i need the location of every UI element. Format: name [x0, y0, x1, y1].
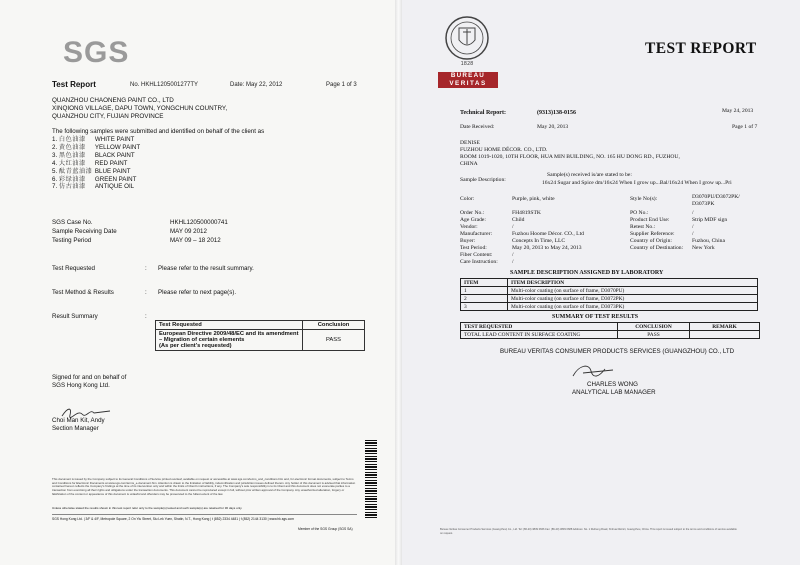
table-row — [461, 303, 758, 311]
case-no-label: SGS Case No. — [52, 219, 93, 226]
colon: : — [145, 265, 147, 272]
sample-received-value: MAY 09 2012 — [170, 228, 207, 235]
sample-description-table — [460, 278, 758, 311]
report-title: TEST REPORT — [645, 40, 757, 57]
table-row — [461, 295, 758, 303]
table-row — [461, 331, 760, 339]
test-requested-cell: European Directive 2009/48/EC and its amendment – Migration of certain elements (As per client's requested) — [156, 330, 303, 351]
order-no-label: Order No.: — [460, 210, 485, 216]
country-of-destination-label: Country of Destination: — [630, 245, 684, 251]
colon: : — [145, 289, 147, 296]
test-method-value: Please refer to next page(s). — [158, 289, 237, 296]
test-requested-cell: TOTAL LEAD CONTENT IN SURFACE COATING — [461, 331, 618, 339]
column-header: ITEM — [461, 279, 508, 287]
barcode-icon — [365, 440, 377, 520]
item-cell: 3 — [461, 303, 508, 311]
sgs-footer-address: SGS Hong Kong Ltd. | 3/F & 4/F, Metropole Square, 2 On Yiu Street, Siu Lek Yuen, Shatin, N.T., Hong Kong | t (852) 2334 4481 | f (852) 2144 3130 | www.hk.sgs.com — [52, 517, 294, 521]
country-of-destination-value: New York — [692, 245, 715, 251]
column-header: ITEM DESCRIPTION — [508, 279, 758, 287]
result-summary-table — [155, 320, 365, 351]
report-number: No. HKHL1205001277TY — [130, 82, 199, 88]
conclusion-cell: PASS — [618, 331, 690, 339]
bv-footer-fine-print: Bureau Veritas Consumer Products Services (Guangzhou) Co., Ltd. Tel: (86-20) 3839 0666 Fax: (86-20) 3839 0688 Address: No. 1 Ruiheng Road, Xinhua District, Guangzhou, China. This report is issued subject to the terms and conditions of service available on request. — [440, 528, 737, 535]
report-date: May 24, 2013 — [722, 108, 754, 114]
signed-company: SGS Hong Kong Ltd. — [52, 382, 110, 389]
po-no-label: PO No.: — [630, 210, 649, 216]
sgs-test-report-page — [0, 0, 398, 565]
order-no-value: FH4819STK — [512, 210, 541, 216]
test-method-label: Test Method & Results — [52, 289, 114, 296]
lab-company-name: BUREAU VERITAS CONSUMER PRODUCTS SERVICES (GUANGZHOU) CO., LTD — [500, 348, 735, 355]
page-indicator: Page 1 of 3 — [326, 82, 357, 88]
client-address-line: XINQIONG VILLAGE, DAPU TOWN, YONGCHUN COUNTRY, — [52, 105, 228, 112]
report-date: Date: May 22, 2012 — [230, 82, 283, 88]
description-cell: Multi-color coating (on surface of frame, D3070PU) — [508, 287, 758, 295]
column-header: CONCLUSION — [618, 323, 690, 331]
signer-title: ANALYTICAL LAB MANAGER — [572, 389, 656, 396]
buyer-label: Buyer: — [460, 238, 476, 244]
column-header: REMARK — [690, 323, 760, 331]
client-address-line: ROOM 1019-1020, 10TH FLOOR, HUA MIN BUILDING, NO. 165 HU DONG RD., FUZHOU, — [460, 154, 680, 160]
client-address-line: QUANZHOU CITY, FUJIAN PROVINCE — [52, 113, 164, 120]
column-header: Test Requested — [156, 321, 303, 330]
sample-description-line: Sample(s) received is/are stated to be: — [547, 172, 632, 178]
conclusion-cell: PASS — [303, 330, 365, 351]
manufacturer-value: Fuzhou Hoome Décor. CO., Ltd — [512, 231, 584, 237]
date-received-value: May 20, 2013 — [537, 124, 569, 130]
client-country: CHINA — [460, 161, 478, 167]
column-header: Conclusion — [303, 321, 365, 330]
table-header-row — [461, 323, 760, 331]
page-fold-divider — [395, 0, 402, 565]
care-instruction-label: Care Instruction: — [460, 259, 498, 265]
case-no-value: HKHL120500000741 — [170, 219, 228, 226]
signer-title: Section Manager — [52, 425, 99, 432]
style-no-label: Style No(s): — [630, 196, 658, 202]
test-period-value: May 20, 2013 to May 24, 2013 — [512, 245, 582, 251]
buyer-value: Concepts In Time, LLC — [512, 238, 566, 244]
signature-image — [569, 361, 617, 381]
list-item: 2. 黄色油漆 YELLOW PAINT — [52, 143, 141, 151]
product-end-use-label: Product End Use: — [630, 217, 670, 223]
item-cell: 2 — [461, 295, 508, 303]
signer-name: Choi Man Kit, Andy — [52, 417, 105, 424]
report-title: Test Report — [52, 80, 96, 89]
vendor-label: Vendor: — [460, 224, 478, 230]
testing-period-value: MAY 09 – 18 2012 — [170, 237, 221, 244]
colon: : — [145, 313, 147, 320]
footer-divider — [52, 514, 357, 515]
table-row — [156, 330, 365, 351]
sample-description-line: 16x24 Sugar and Spice dm/16x24 When I grow up...Bal/16x24 When I grow up...Pri — [542, 180, 732, 186]
bureau-veritas-logo-text: VERITAS — [438, 80, 498, 88]
table-header-row — [461, 279, 758, 287]
column-header: TEST REQUESTED — [461, 323, 618, 331]
retention-note: Unless otherwise stated the results shown in this test report refer only to the sample(s) tested and such sample(s) are retained for 30 days only. — [52, 506, 243, 510]
signed-on-behalf: Signed for and on behalf of — [52, 374, 127, 381]
test-period-label: Test Period: — [460, 245, 487, 251]
summary-table-title: SUMMARY OF TEST RESULTS — [552, 314, 639, 320]
sgs-member-note: Member of the SGS Group (SGS SA) — [298, 527, 353, 531]
test-requested-value: Please refer to the result summary. — [158, 265, 254, 272]
client-name: QUANZHOU CHAONENG PAINT CO., LTD — [52, 97, 174, 104]
bureau-veritas-seal-icon — [444, 14, 490, 68]
description-cell: Multi-color coating (on surface of frame, D3073PK) — [508, 303, 758, 311]
sample-description-label: Sample Description: — [460, 177, 506, 183]
bureau-veritas-logo-text: BUREAU — [438, 72, 498, 80]
color-label: Color: — [460, 196, 475, 202]
country-of-origin-label: Country of Origin: — [630, 238, 672, 244]
table-row — [461, 287, 758, 295]
supplier-reference-value: / — [692, 231, 694, 237]
list-item: 4. 大红油漆 RED PAINT — [52, 159, 128, 167]
product-end-use-value: Strip MDF sign — [692, 217, 728, 223]
summary-of-results-table — [460, 322, 760, 339]
country-of-origin-value: Fuzhou, China — [692, 238, 725, 244]
sgs-logo: SGS — [63, 36, 130, 69]
list-item: 1. 白色油漆 WHITE PAINT — [52, 136, 135, 143]
svg-text:1828: 1828 — [460, 61, 474, 67]
fiber-content-label: Fiber Content: — [460, 252, 493, 258]
list-item: 7. 仿古油漆 ANTIQUE OIL — [52, 183, 135, 191]
vendor-value: / — [512, 224, 514, 230]
client-name: FUZHOU HOME DÉCOR. CO., LTD. — [460, 147, 548, 153]
list-item: 5. 酞青蓝油漆 BLUE PAINT — [52, 167, 131, 175]
sample-list — [52, 136, 140, 191]
age-grade-label: Age Grade: — [460, 217, 486, 223]
retest-no-value: / — [692, 224, 694, 230]
list-item: 3. 黑色油漆 BLACK PAINT — [52, 151, 135, 159]
legal-fine-print: This document is issued by the Company subject to its General Conditions of Service printed overleaf, available on request or accessible at www.sgs.com/terms_and_conditions.htm and, for electronic format documents, subject to Terms and Conditions for Electronic Documents at www.sgs.com/terms_e-document.htm. Attention is drawn to the limitation of liability, indemnification and jurisdiction issues defined therein. Any holder of this document is advised that information contained hereon reflects the Company's findings at the time of its intervention only and within the limits of Client's instructions, if any. The Company's sole responsibility is to its Client and this document does not exonerate parties to a transaction from exercising all their rights and obligations under the transaction documents. This document cannot be reproduced except in full, without prior written approval of the Company. Any unauthorized alteration, forgery or falsification of the content or appearance of this document is unlawful and offenders may be prosecuted to the fullest extent of the law. — [52, 477, 356, 496]
supplier-reference-label: Supplier Reference: — [630, 231, 675, 237]
color-value: Purple, pink, white — [512, 196, 555, 202]
retest-no-label: Retest No.: — [630, 224, 656, 230]
item-cell: 1 — [461, 287, 508, 295]
table-header-row — [156, 321, 365, 330]
bureau-veritas-test-report-page — [402, 0, 800, 565]
signer-name: CHARLES WONG — [587, 381, 638, 388]
list-item: 6. 彩绿油漆 GREEN PAINT — [52, 175, 137, 183]
style-no-value: D3070PU/D3072PK/ — [692, 194, 740, 200]
technical-report-number: (9313)138-0156 — [537, 110, 576, 116]
sample-table-title: SAMPLE DESCRIPTION ASSIGNED BY LABORATORY — [510, 270, 664, 276]
style-no-value: D3073PK — [692, 201, 715, 207]
remark-cell — [690, 331, 760, 339]
page-indicator: Page 1 of 7 — [732, 124, 758, 130]
fiber-content-value: / — [512, 252, 514, 258]
date-received-label: Date Received: — [460, 124, 495, 130]
samples-intro: The following samples were submitted and identified on behalf of the client as — [52, 128, 265, 135]
technical-report-label: Technical Report: — [460, 110, 506, 116]
age-grade-value: Child — [512, 217, 525, 223]
care-instruction-value: / — [512, 259, 514, 265]
sample-received-label: Sample Receiving Date — [52, 228, 117, 235]
result-summary-label: Result Summary — [52, 313, 98, 320]
testing-period-label: Testing Period — [52, 237, 92, 244]
po-no-value: / — [692, 210, 694, 216]
client-contact: DENISE — [460, 140, 480, 146]
manufacturer-label: Manufacturer: — [460, 231, 492, 237]
description-cell: Multi-color coating (on surface of frame, D3072PK) — [508, 295, 758, 303]
test-requested-label: Test Requested — [52, 265, 95, 272]
